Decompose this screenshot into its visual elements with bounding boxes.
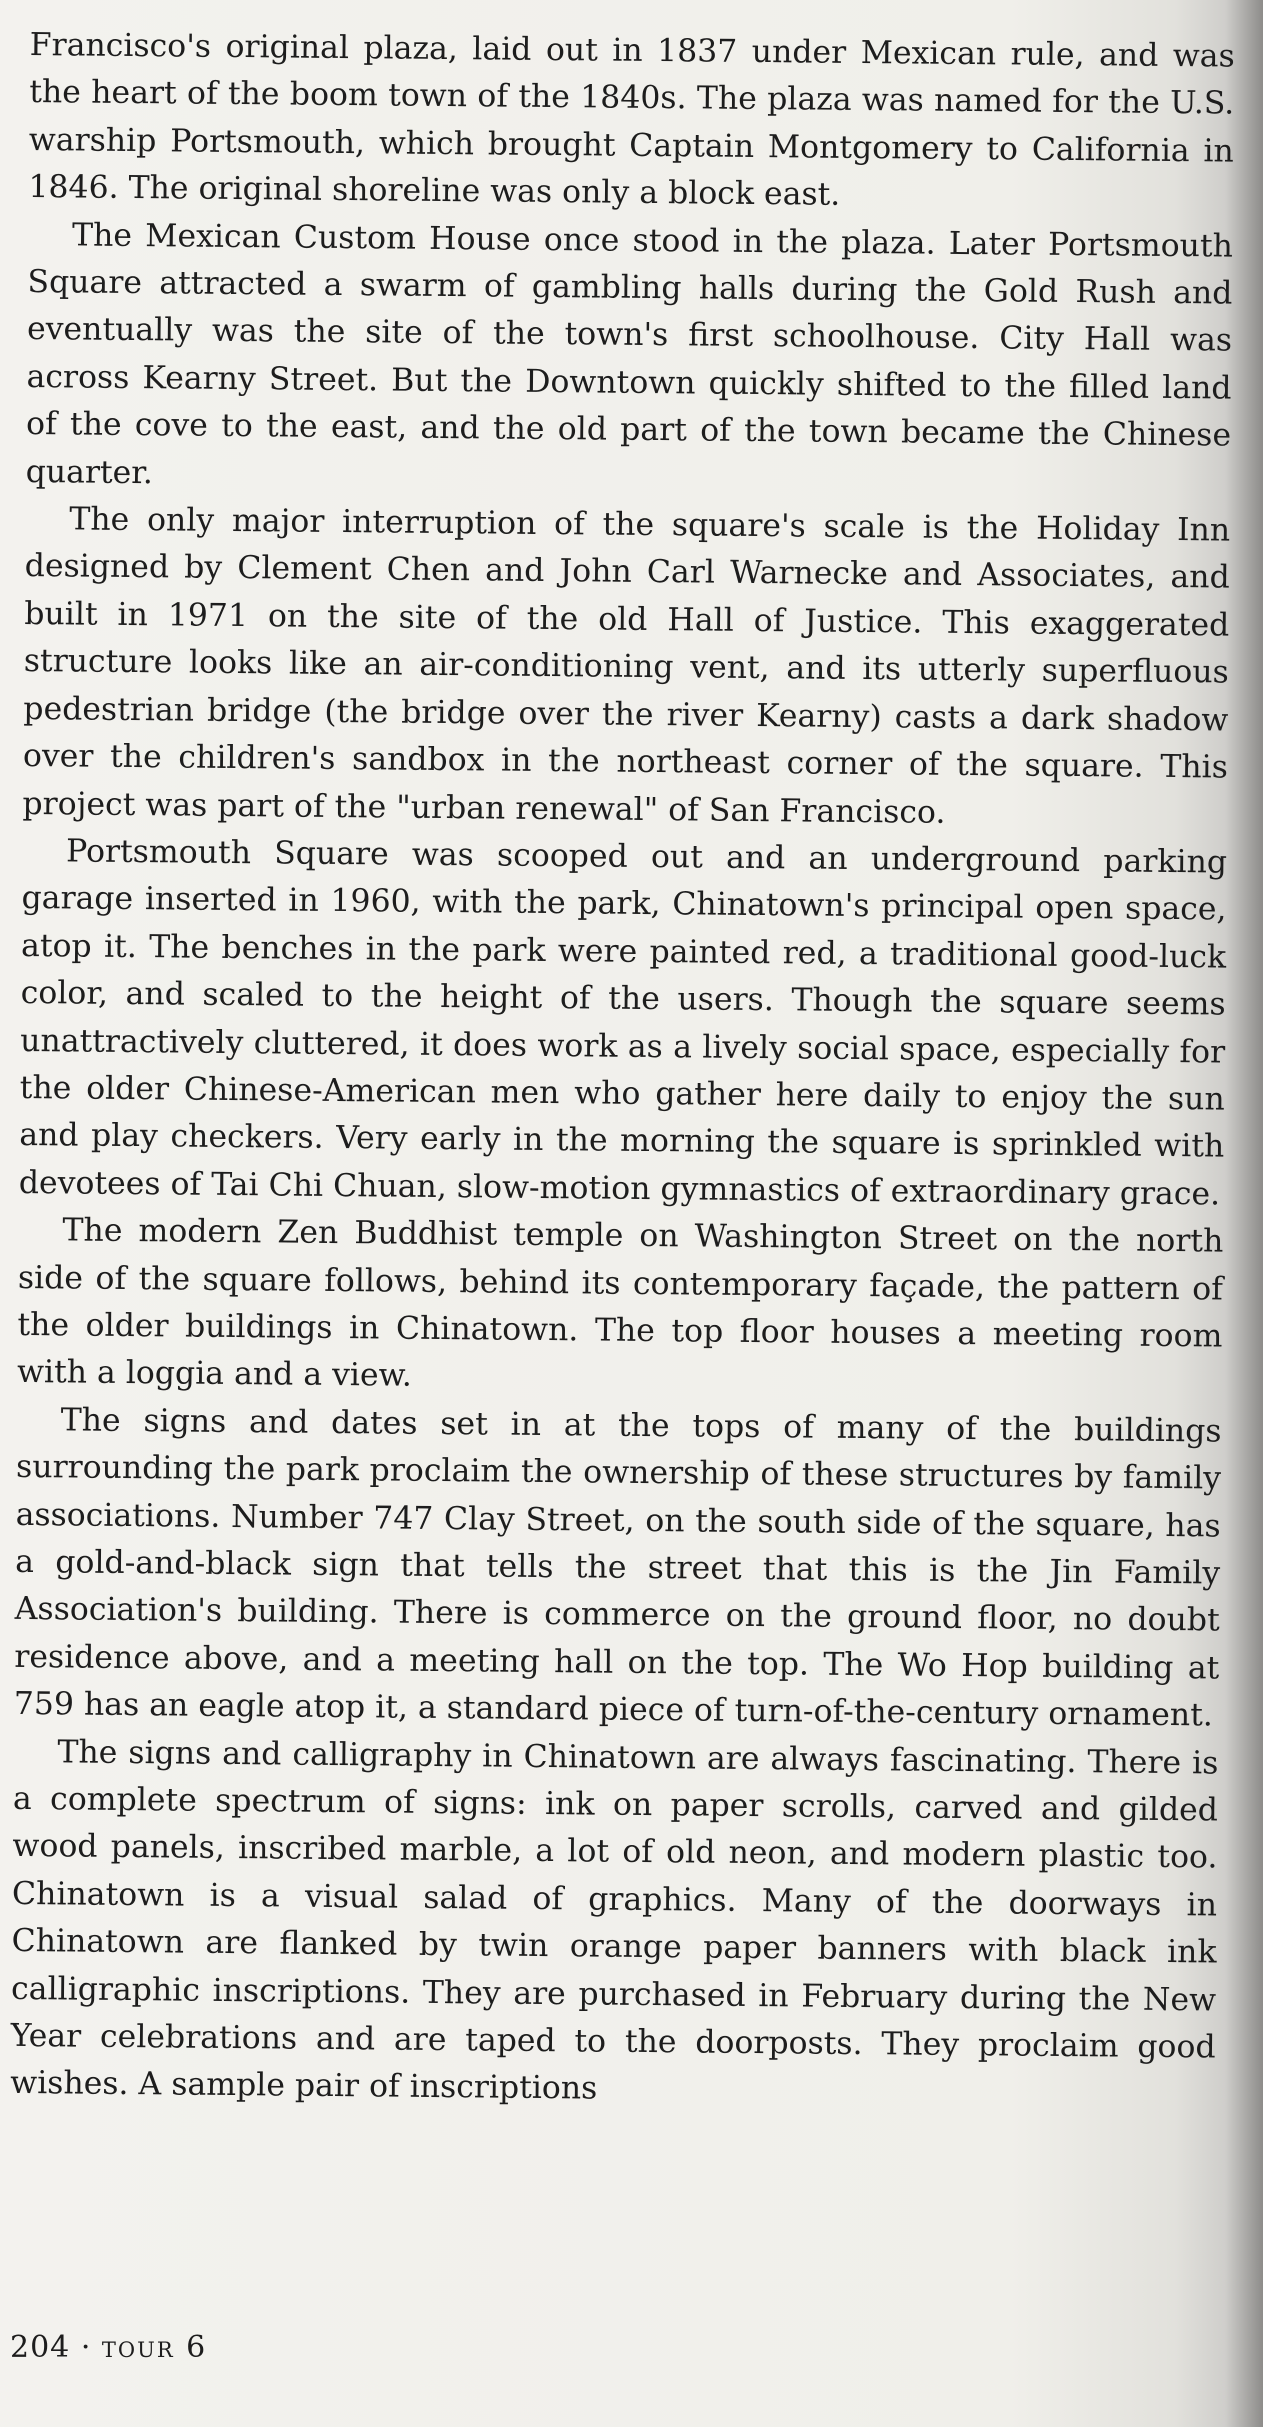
paragraph-zen-temple: The modern Zen Buddhist temple on Washington Street on the north side of the square follows, behind its contemporary façade, the pattern of the older buildings in Chinatown. The top floor houses a meeting room with a loggia and a view. <box>16 1212 1224 1395</box>
section-label: tour 6 <box>101 2330 208 2365</box>
paragraph-holiday-inn: The only major interruption of the square's scale is the Holiday Inn designed by Clement Chen and John Carl Warnecke and Associates, and built in 1971 on the site of the old Hall of Justice. This exaggerated structure looks like an air-conditioning vent, and its utterly superfluous pedestrian bridge (the bridge over the river Kearny) casts a dark shadow over the children's sandbox in the northeast corner of the square. This project was part of the "urban renewal" of San Francisco. <box>22 501 1231 831</box>
page-number: 204 <box>10 2330 71 2365</box>
body-text <box>10 22 1235 2119</box>
paragraph-plaza-history: Francisco's original plaza, laid out in 1837 under Mexican rule, and was the heart of the boom town of the 1840s. The plaza was named for the U.S. warship Portsmouth, which brought Captain Montgomery to California in 1846. The original shoreline was only a block east. <box>28 26 1235 214</box>
paragraph-parking-garage: Portsmouth Square was scooped out and an underground parking garage inserted in 1960, with the park, Chinatown's principal open space, atop it. The benches in the park were painted red, a traditional good-luck color, and scaled to the height of the users. Though the square seems unattractively cluttered, it does work as a lively social space, especially for the older Chinese-American men who gather here daily to enjoy the sun and play checkers. Very early in the morning the square is sprinkled with devotees of Tai Chi Chuan, slow-motion gymnastics of extraordinary grace. <box>18 833 1228 1213</box>
paragraph-signs-calligraphy: The signs and calligraphy in Chinatown are always fascinating. There is a complete spectrum of signs: ink on paper scrolls, carved and gilded wood panels, inscribed marble, a lot of old neon, and modern plastic too. Chinatown is a visual salad of graphics. Many of the doorways in Chinatown are flanked by twin orange paper banners with black ink calligraphic inscriptions. They are purchased in February during the New Year celebrations and are taped to the doorposts. They proclaim good wishes. A sample pair of inscriptions <box>10 1733 1219 2108</box>
paragraph-custom-house: The Mexican Custom House once stood in the plaza. Later Portsmouth Square attracted a swarm of gambling halls during the Gold Rush and eventually was the site of the town's first schoolhouse. City Hall was across Kearny Street. But the Downtown quickly shifted to the filled land of the cove to the east, and the old part of the town became the Chinese quarter. <box>25 217 1234 491</box>
page-footer <box>10 2330 207 2365</box>
footer-separator: · <box>80 2330 92 2365</box>
paragraph-family-associations: The signs and dates set in at the tops of many of the buildings surrounding the park proclaim the ownership of these structures by family associations. Number 747 Clay Street, on the south side of the square, has a gold-and-black sign that tells the street that this is the Jin Family Association's building. There is commerce on the ground floor, no doubt residence above, and a meeting hall on the top. The Wo Hop building at 759 has an eagle atop it, a standard piece of turn-of-the-century ornament. <box>13 1402 1222 1734</box>
